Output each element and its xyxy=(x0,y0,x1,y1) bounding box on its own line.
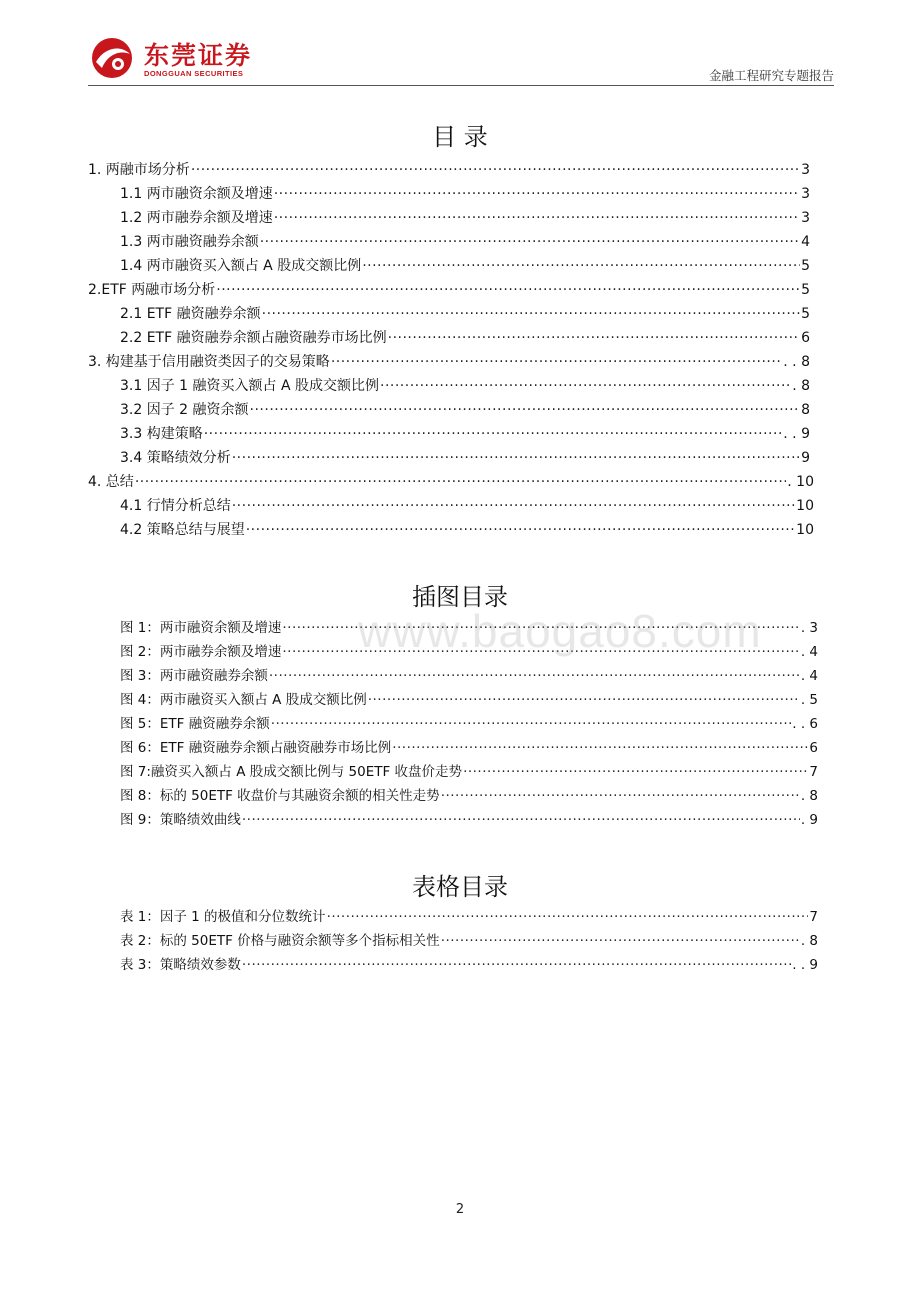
figure-entry[interactable] xyxy=(120,664,818,688)
toc-entry-label: 3.3 构建策略 xyxy=(120,426,203,442)
toc-entry-label: 3.4 策略绩效分析 xyxy=(120,450,231,466)
figure-entry[interactable] xyxy=(120,712,818,736)
toc-entry-page: 10 xyxy=(796,522,814,538)
toc-entry[interactable] xyxy=(120,302,810,326)
toc-entry-label: 4.1 行情分析总结 xyxy=(120,498,231,514)
figure-entry-label: 图 1：两市融资余额及增速 xyxy=(120,620,282,636)
leader-dots xyxy=(232,446,800,470)
leader-dots xyxy=(216,278,800,302)
figure-entry[interactable] xyxy=(120,808,818,832)
toc-entry-page: 9 xyxy=(801,450,810,466)
toc-entry[interactable] xyxy=(120,422,810,446)
toc-entry[interactable] xyxy=(120,446,810,470)
figure-entry-label: 图 5：ETF 融资融券余额 xyxy=(120,716,270,732)
leader-dots xyxy=(274,182,800,206)
brand-name-cn: 东莞证券 xyxy=(144,41,253,70)
company-logo xyxy=(90,34,290,84)
leader-dots xyxy=(242,808,800,832)
toc-entry[interactable] xyxy=(120,206,810,230)
figure-entry-label: 图 4：两市融资买入额占 A 股成交额比例 xyxy=(120,692,367,708)
toc-entry[interactable] xyxy=(88,278,810,302)
toc-entry-page: . 8 xyxy=(792,378,810,394)
leader-dots xyxy=(388,326,800,350)
toc-entry-page: 10 xyxy=(796,498,814,514)
toc-entry-label: 3. 构建基于信用融资类因子的交易策略 xyxy=(88,354,330,370)
figure-entry-page: . 4 xyxy=(800,668,818,684)
toc-entry-page: 4 xyxy=(801,234,810,250)
toc-entry[interactable] xyxy=(120,182,810,206)
leader-dots xyxy=(232,494,795,518)
toc-entry-label: 1.2 两市融券余额及增速 xyxy=(120,210,273,226)
table-entry[interactable] xyxy=(120,953,818,977)
page-number: 2 xyxy=(455,1202,465,1217)
toc-entry-page: 3 xyxy=(801,186,810,202)
table-entry-label: 表 3：策略绩效参数 xyxy=(120,957,241,973)
table-entry-page: . . 9 xyxy=(792,957,818,973)
toc-entry-label: 3.1 因子 1 融资买入额占 A 股成交额比例 xyxy=(120,378,379,394)
toc-entry-page: 5 xyxy=(801,258,810,274)
toc-entry[interactable] xyxy=(120,398,810,422)
figure-entry-label: 图 8：标的 50ETF 收盘价与其融资余额的相关性走势 xyxy=(120,788,440,804)
figure-entry-label: 图 3：两市融资融券余额 xyxy=(120,668,268,684)
leader-dots xyxy=(191,158,800,182)
toc-entry-label: 3.2 因子 2 融资余额 xyxy=(120,402,249,418)
toc-entry-page: 5 xyxy=(801,282,810,298)
leader-dots xyxy=(327,905,809,929)
figure-entry[interactable] xyxy=(120,736,818,760)
toc-entry[interactable] xyxy=(120,326,810,350)
leader-dots xyxy=(246,518,795,542)
toc-entry-label: 2.1 ETF 融资融券余额 xyxy=(120,306,261,322)
toc-entry-label: 4.2 策略总结与展望 xyxy=(120,522,245,538)
toc-entry-label: 2.ETF 两融市场分析 xyxy=(88,282,216,298)
toc-entry[interactable] xyxy=(120,518,814,542)
figure-entry-page: . 8 xyxy=(800,788,818,804)
table-entry-label: 表 2：标的 50ETF 价格与融资余额等多个指标相关性 xyxy=(120,933,440,949)
figure-entry-page: . . 6 xyxy=(792,716,818,732)
toc-entry-page: 3 xyxy=(801,162,810,178)
header-divider xyxy=(88,85,834,86)
toc-entry-label: 1. 两融市场分析 xyxy=(88,162,190,178)
toc-entry-page: . . 9 xyxy=(783,426,810,442)
leader-dots xyxy=(380,374,791,398)
toc-entry[interactable] xyxy=(88,158,810,182)
tables-title: 表格目录 xyxy=(412,873,508,901)
toc-entry-page: . . 8 xyxy=(783,354,810,370)
toc-title: 目 录 xyxy=(432,123,488,151)
report-type: 金融工程研究专题报告 xyxy=(708,68,834,83)
figure-entry-page: 7 xyxy=(809,764,818,780)
leader-dots xyxy=(260,230,800,254)
figure-entry-label: 图 7:融资买入额占 A 股成交额比例与 50ETF 收盘价走势 xyxy=(120,764,463,780)
figure-entry-label: 图 6：ETF 融资融券余额占融资融券市场比例 xyxy=(120,740,392,756)
leader-dots xyxy=(204,422,783,446)
watermark-text: www.baogao8.com xyxy=(358,605,762,657)
toc-entry-page: . 10 xyxy=(787,474,814,490)
toc-entry-label: 1.4 两市融资买入额占 A 股成交额比例 xyxy=(120,258,362,274)
toc-entry[interactable] xyxy=(88,350,810,374)
leader-dots xyxy=(463,760,808,784)
leader-dots xyxy=(271,712,792,736)
toc-entry[interactable] xyxy=(88,470,814,494)
leader-dots xyxy=(368,688,800,712)
toc-entry-page: 5 xyxy=(801,306,810,322)
leader-dots xyxy=(441,784,800,808)
figure-entry[interactable] xyxy=(120,784,818,808)
page-header xyxy=(88,30,834,86)
leader-dots xyxy=(392,736,808,760)
toc-entry-page: 8 xyxy=(801,402,810,418)
leader-dots xyxy=(250,398,801,422)
leader-dots xyxy=(269,664,800,688)
leader-dots xyxy=(274,206,800,230)
table-entry[interactable] xyxy=(120,905,818,929)
figure-entry-page: . 5 xyxy=(800,692,818,708)
leader-dots xyxy=(441,929,800,953)
toc-entry-label: 4. 总结 xyxy=(88,474,134,490)
figure-entry[interactable] xyxy=(120,688,818,712)
toc-entry[interactable] xyxy=(120,230,810,254)
toc-entry-page: 3 xyxy=(801,210,810,226)
leader-dots xyxy=(362,254,800,278)
toc-entry-label: 1.3 两市融资融券余额 xyxy=(120,234,259,250)
table-entry-page: 7 xyxy=(809,909,818,925)
toc-entry[interactable] xyxy=(120,494,814,518)
leader-dots xyxy=(331,350,782,374)
figure-entry[interactable] xyxy=(120,760,818,784)
toc-entry-label: 2.2 ETF 融资融券余额占融资融券市场比例 xyxy=(120,330,387,346)
leader-dots xyxy=(242,953,791,977)
toc-entry[interactable] xyxy=(120,374,810,398)
figure-entry-page: . 4 xyxy=(800,644,818,660)
brand-name-en: DONGGUAN SECURITIES xyxy=(144,69,244,78)
figure-entry-label: 图 2：两市融券余额及增速 xyxy=(120,644,282,660)
table-entry[interactable] xyxy=(120,929,818,953)
leader-dots xyxy=(262,302,800,326)
figure-entry-page: 6 xyxy=(809,740,818,756)
toc-entry-label: 1.1 两市融资余额及增速 xyxy=(120,186,273,202)
table-entry-page: . 8 xyxy=(800,933,818,949)
logo-emblem-icon xyxy=(90,34,134,80)
figures-title: 插图目录 xyxy=(412,583,508,611)
figure-entry-page: . 9 xyxy=(800,812,818,828)
table-entry-label: 表 1：因子 1 的极值和分位数统计 xyxy=(120,909,326,925)
leader-dots xyxy=(135,470,786,494)
toc-entry[interactable] xyxy=(120,254,810,278)
figure-entry-page: . 3 xyxy=(800,620,818,636)
figure-entry-label: 图 9：策略绩效曲线 xyxy=(120,812,241,828)
toc-entry-page: 6 xyxy=(801,330,810,346)
